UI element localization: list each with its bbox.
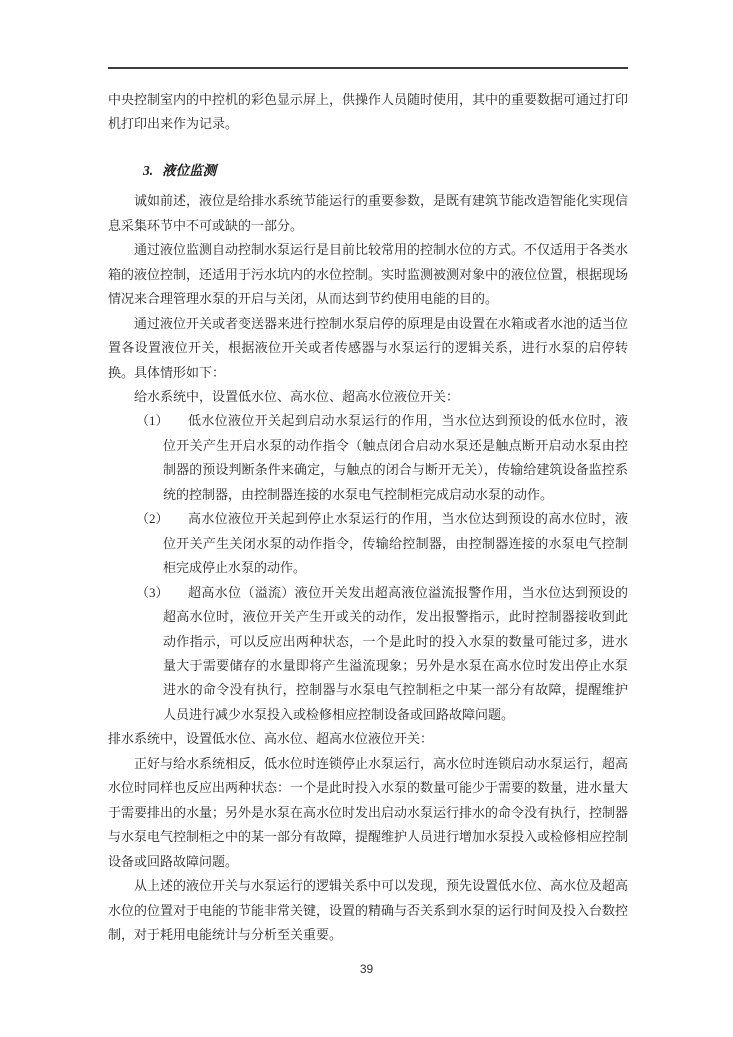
paragraph-conclusion: 从上述的液位开关与水泵运行的逻辑关系中可以发现，预先设置低水位、高水位及超高水位的位置对于电能的节能非常关键，设置的精确与否关系到水泵的运行时间及投入台数控制，对于耗用电能统计与分析至关重要。 — [108, 878, 629, 942]
list-item-1-text: 低水位液位开关起到启动水泵运行的作用，当水位达到预设的低水位时，液位开关产生开启水泵的动作指令（触点闭合启动水泵还是触点断开启动水泵由控制器的预设判断条件来确定，与触点的闭合与断开无关），传输给建筑设备监控系统的控制器，由控制器连接的水泵电气控制柜完成启动水泵的动作。 — [163, 413, 628, 502]
paragraph-continuation: 中央控制室内的中控机的彩色显示屏上，供操作人员随时使用，其中的重要数据可通过打印机打印出来作为记录。 — [108, 92, 629, 132]
list-item-1 — [108, 409, 628, 507]
list-item-3-marker: （3） — [136, 584, 169, 600]
paragraph-drain-body: 正好与给水系统相反，低水位时连锁停止水泵运行，高水位时连锁启动水泵运行，超高水位时同样也反应出两种状态：一个是此时投入水泵的数量可能少于需要的数量，进水量大于需要排出的水量；另外是水泵在高水位时发出启动水泵运行排水的命令没有执行，控制器与水泵电气控制柜之中的某一部分有故障，提醒维护人员进行增加水泵投入或检修相应控制设备或回路故障问题。 — [108, 755, 629, 869]
list-item-2 — [108, 507, 628, 580]
list-item-3-text: 超高水位（溢流）液位开关发出超高液位溢流报警作用，当水位达到预设的超高水位时，液位开关产生开或关的动作，发出报警指示，此时控制器接收到此动作指示，可以反应出两种状态，一个是此时的投入水泵的数量可能过多，进水量大于需要储存的水量即将产生溢流现象；另外是水泵在高水位时发出停止水泵进水的命令没有执行，控制器与水泵电气控制柜之中某一部分有故障，提醒维护人员进行减少水泵投入或检修相应控制设备或回路故障问题。 — [163, 584, 628, 722]
section-heading-number: 3. — [143, 162, 154, 178]
section-heading-title: 液位监测 — [162, 162, 217, 178]
header-rule — [108, 67, 628, 69]
page-number: 39 — [359, 962, 374, 976]
list-item-2-text: 高水位液位开关起到停止水泵运行的作用，当水位达到预设的高水位时，液位开关产生关闭水泵的动作指令，传输给控制器，由控制器连接的水泵电气控制柜完成停止水泵的动作。 — [163, 511, 628, 576]
document-body — [108, 88, 628, 947]
list-item-2-marker: （2） — [136, 511, 169, 527]
paragraph-method: 通过液位监测自动控制水泵运行是目前比较常用的控制水位的方式。不仅适用于各类水箱的液位控制，还适用于污水坑内的水位控制。实时监测被测对象中的液位位置，根据现场情况来合理管理水泵的开启与关闭，从而达到节约使用电能的目的。 — [108, 242, 629, 307]
paragraph-drain-intro: 排水系统中，设置低水位、高水位、超高水位液位开关： — [108, 731, 434, 747]
list-item-1-marker: （1） — [136, 413, 169, 429]
paragraph-supply-intro: 给水系统中，设置低水位、高水位、超高水位液位开关： — [134, 388, 460, 404]
paragraph-principle: 通过液位开关或者变送器来进行控制水泵启停的原理是由设置在水箱或者水池的适当位置各设置液位开关，根据液位开关或者传感器与水泵运行的逻辑关系，进行水泵的启停转换。具体情形如下： — [108, 315, 629, 380]
numbered-list — [108, 409, 628, 727]
paragraph-overview: 诚如前述，液位是给排水系统节能运行的重要参数，是既有建筑节能改造智能化实现信息采集环节中不可或缺的一部分。 — [108, 193, 629, 233]
section-heading — [108, 159, 628, 183]
list-item-3 — [108, 581, 628, 728]
